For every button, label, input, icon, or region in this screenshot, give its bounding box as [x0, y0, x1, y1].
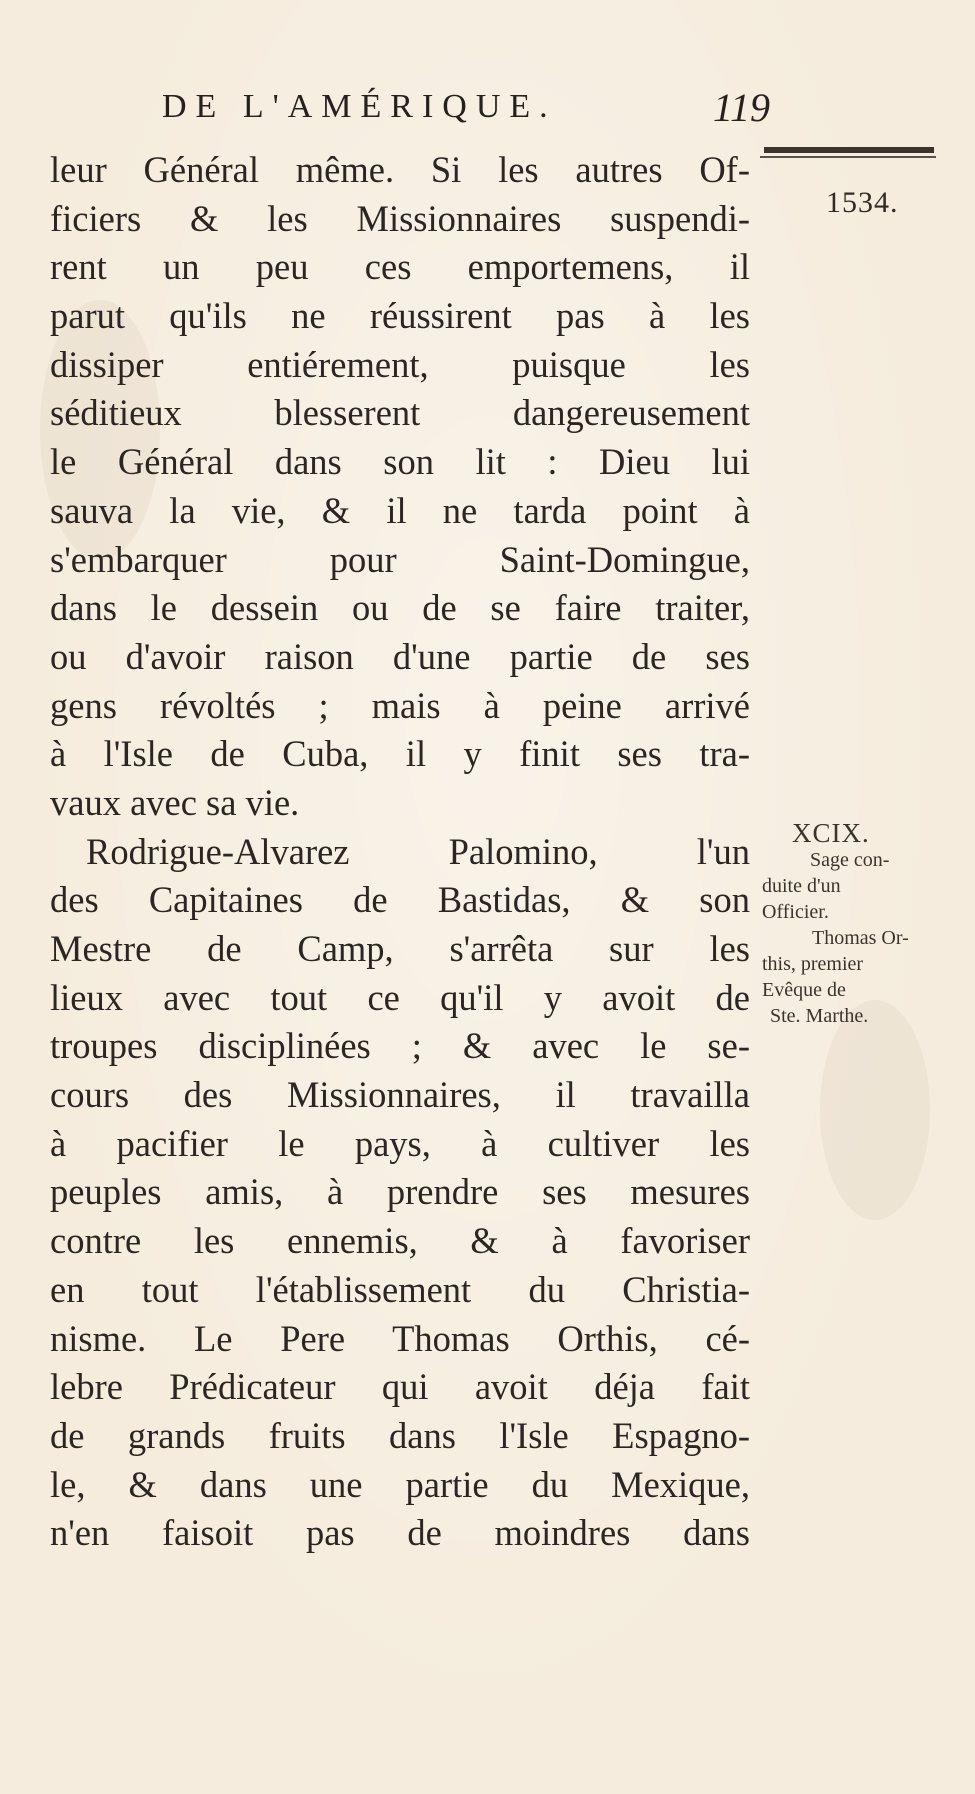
text-line: des Capitaines de Bastidas, & son — [50, 879, 750, 921]
running-title: DE L'AMÉRIQUE. — [162, 88, 557, 125]
text-line: lieux avec tout ce qu'il y avoit de — [50, 976, 750, 1018]
margin-note-line: Evêque de — [762, 979, 846, 1001]
text-line: nisme. Le Pere Thomas Orthis, cé- — [50, 1317, 750, 1359]
text-line: troupes disciplinées ; & avec le se- — [50, 1025, 750, 1067]
margin-year: 1534. — [826, 186, 899, 219]
text-line: ou d'avoir raison d'une partie de ses — [50, 635, 750, 677]
text-line: de grands fruits dans l'Isle Espagno- — [50, 1414, 750, 1456]
margin-note — [762, 819, 972, 1029]
text-line: lebre Prédicateur qui avoit déja fait — [50, 1366, 750, 1408]
text-line: contre les ennemis, & à favoriser — [50, 1220, 750, 1262]
text-line: le Général dans son lit : Dieu lui — [50, 441, 750, 483]
body-text — [50, 146, 750, 1558]
paper-stain — [820, 1000, 930, 1220]
text-line: séditieux blesserent dangereusement — [50, 392, 750, 434]
text-line: ficiers & les Missionnaires suspendi- — [50, 197, 750, 239]
text-line: Rodrigue-Alvarez Palomino, l'un — [86, 830, 750, 872]
text-line: le, & dans une partie du Mexique, — [50, 1463, 750, 1505]
text-line: leur Général même. Si les autres Of- — [50, 149, 750, 190]
text-line: s'embarquer pour Saint-Domingue, — [50, 538, 750, 580]
text-line: dans le dessein ou de se faire traiter, — [50, 587, 750, 629]
text-line: dissiper entiérement, puisque les — [50, 343, 750, 385]
margin-note-line: duite d'un — [762, 875, 841, 897]
page-header — [130, 85, 770, 138]
text-line: gens révoltés ; mais à peine arrivé — [50, 684, 750, 726]
text-line: n'en faisoit pas de moindres dans — [50, 1512, 750, 1554]
text-line: à pacifier le pays, à cultiver les — [50, 1122, 750, 1164]
margin-note-line: Officier. — [762, 901, 829, 923]
text-line: vaux avec sa vie. — [50, 781, 300, 823]
text-line: à l'Isle de Cuba, il y finit ses tra- — [50, 733, 750, 775]
text-line: cours des Missionnaires, il travailla — [50, 1074, 750, 1116]
text-line: sauva la vie, & il ne tarda point à — [50, 489, 750, 531]
margin-note-line: this, premier — [762, 953, 864, 975]
text-line: peuples amis, à prendre ses mesures — [50, 1171, 750, 1213]
text-line: rent un peu ces emportemens, il — [50, 246, 750, 288]
margin-note-number: XCIX. — [792, 818, 870, 848]
margin-note-line: Thomas Or- — [812, 927, 909, 949]
margin-note-line: Ste. Marthe. — [770, 1005, 869, 1027]
text-line: en tout l'établissement du Christia- — [50, 1268, 750, 1310]
text-line: parut qu'ils ne réussirent pas à les — [50, 295, 750, 337]
page-number: 119 — [712, 85, 770, 130]
margin-rule — [760, 147, 936, 161]
margin-note-line: Sage con- — [810, 849, 890, 871]
text-line: Mestre de Camp, s'arrêta sur les — [50, 928, 750, 969]
